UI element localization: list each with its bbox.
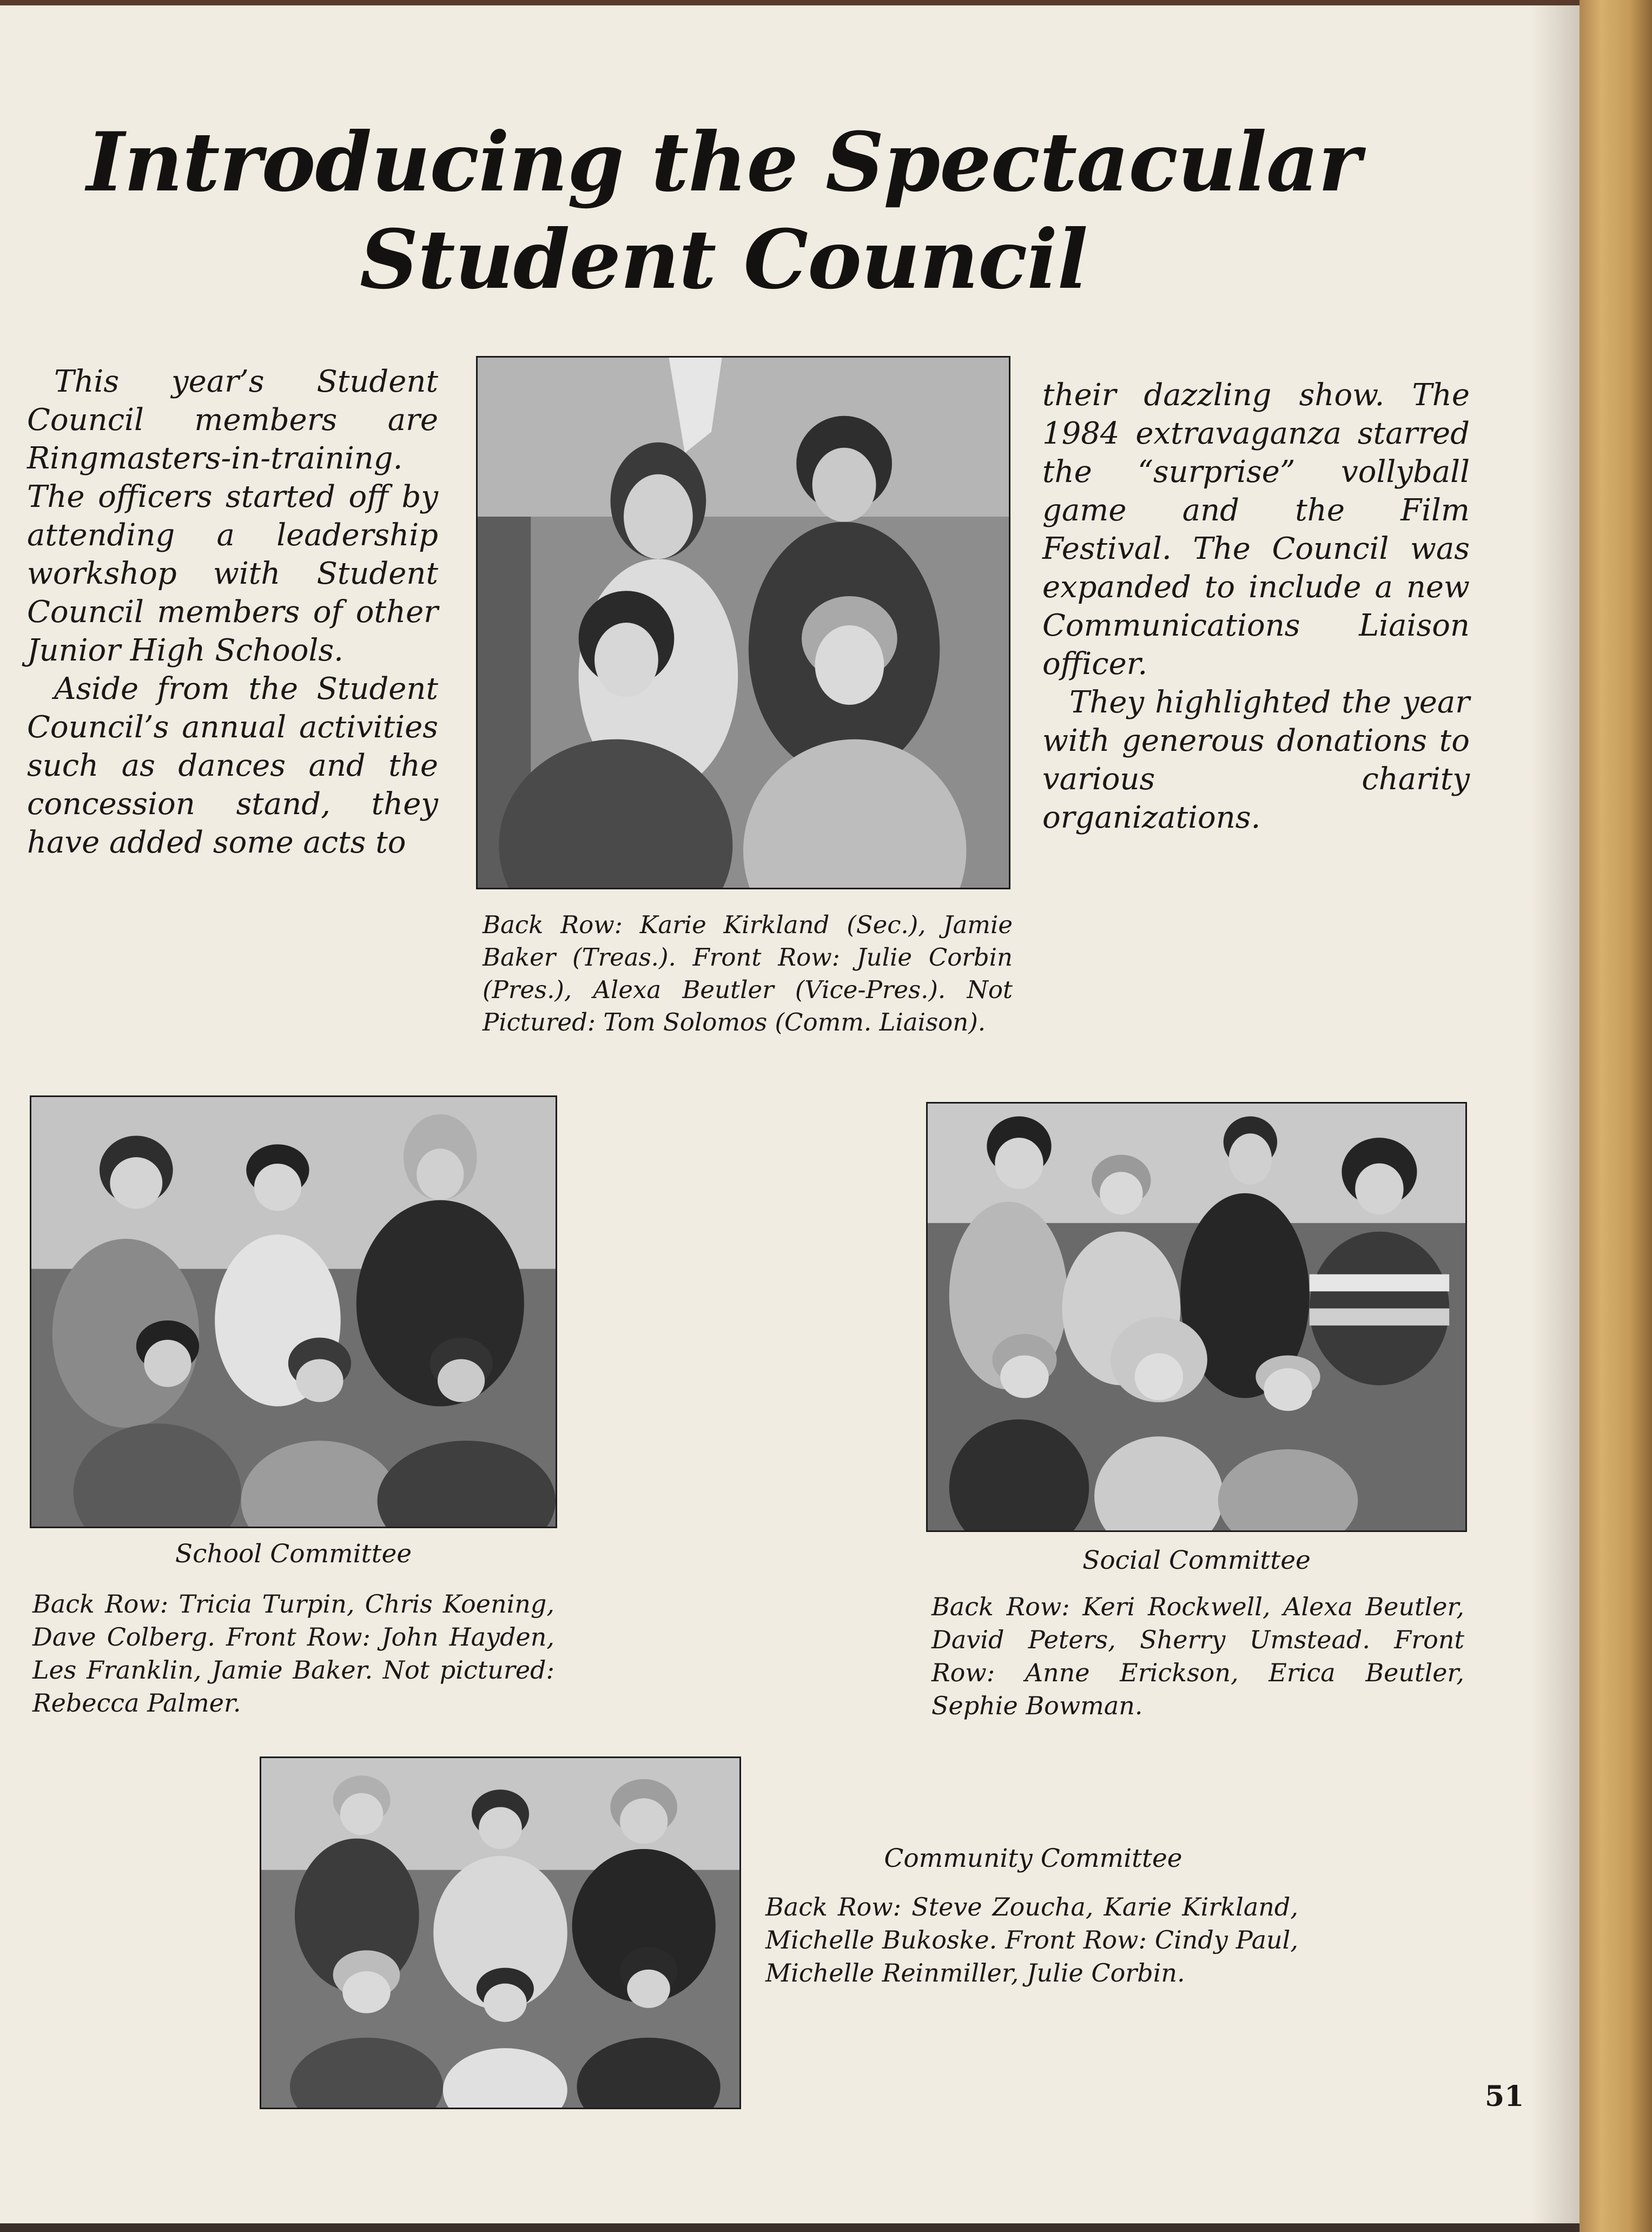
school-committee-caption: Back Row: Tricia Turpin, Chris Koening, Dave Colberg. Front Row: John Hayden, Les Franklin, Jamie Baker. Not pictured: Rebecca Palmer.: [32, 1589, 554, 1718]
page-number: 51: [1485, 2080, 1524, 2113]
intro-paragraph-3: their dazzling show. The 1984 extravaganza starred the “surprise” vollyball game and the Film Festival. The Council was expanded to include a new Communications Liaison officer.: [1042, 378, 1470, 682]
intro-left-column: [27, 362, 438, 862]
title-line-1: Introducing the Spectacular: [87, 115, 1361, 210]
community-committee-title: Community Committee: [884, 1844, 1182, 1873]
intro-right-column: [1042, 376, 1470, 837]
intro-paragraph-1: This year’s Student Council members are Ringmasters-in-training. The officers started off by attending a leadership workshop with Student Council members of other Junior High Schools.: [27, 364, 438, 668]
social-committee-photo: [926, 1102, 1467, 1532]
school-committee-title: School Committee: [175, 1539, 412, 1569]
book-spine: [1580, 0, 1652, 2232]
officers-caption: Back Row: Karie Kirkland (Sec.), Jamie Baker (Treas.). Front Row: Julie Corbin (Pres.), Alexa Beutler (Vice-Pres.). Not Pictured: Tom Solomos (Comm. Liaison).: [483, 910, 1013, 1036]
school-committee-photo: [30, 1095, 557, 1528]
social-committee-title: Social Committee: [1082, 1546, 1311, 1575]
title-line-2: Student Council: [360, 212, 1088, 307]
intro-paragraph-2: Aside from the Student Council’s annual activities such as dances and the concession stand, they have added some acts to: [27, 671, 438, 860]
community-committee-photo: [260, 1756, 741, 2109]
community-committee-caption: Back Row: Steve Zoucha, Karie Kirkland, Michelle Bukoske. Front Row: Cindy Paul, Michelle Reinmiller, Julie Corbin.: [765, 1892, 1298, 1987]
officers-photo: [476, 356, 1010, 889]
page-bottom-edge: [0, 2223, 1580, 2232]
social-committee-caption: Back Row: Keri Rockwell, Alexa Beutler, David Peters, Sherry Umstead. Front Row: Anne Erickson, Erica Beutler, Sephie Bowman.: [931, 1592, 1464, 1720]
intro-paragraph-4: They highlighted the year with generous donations to various charity organizations.: [1042, 685, 1470, 835]
